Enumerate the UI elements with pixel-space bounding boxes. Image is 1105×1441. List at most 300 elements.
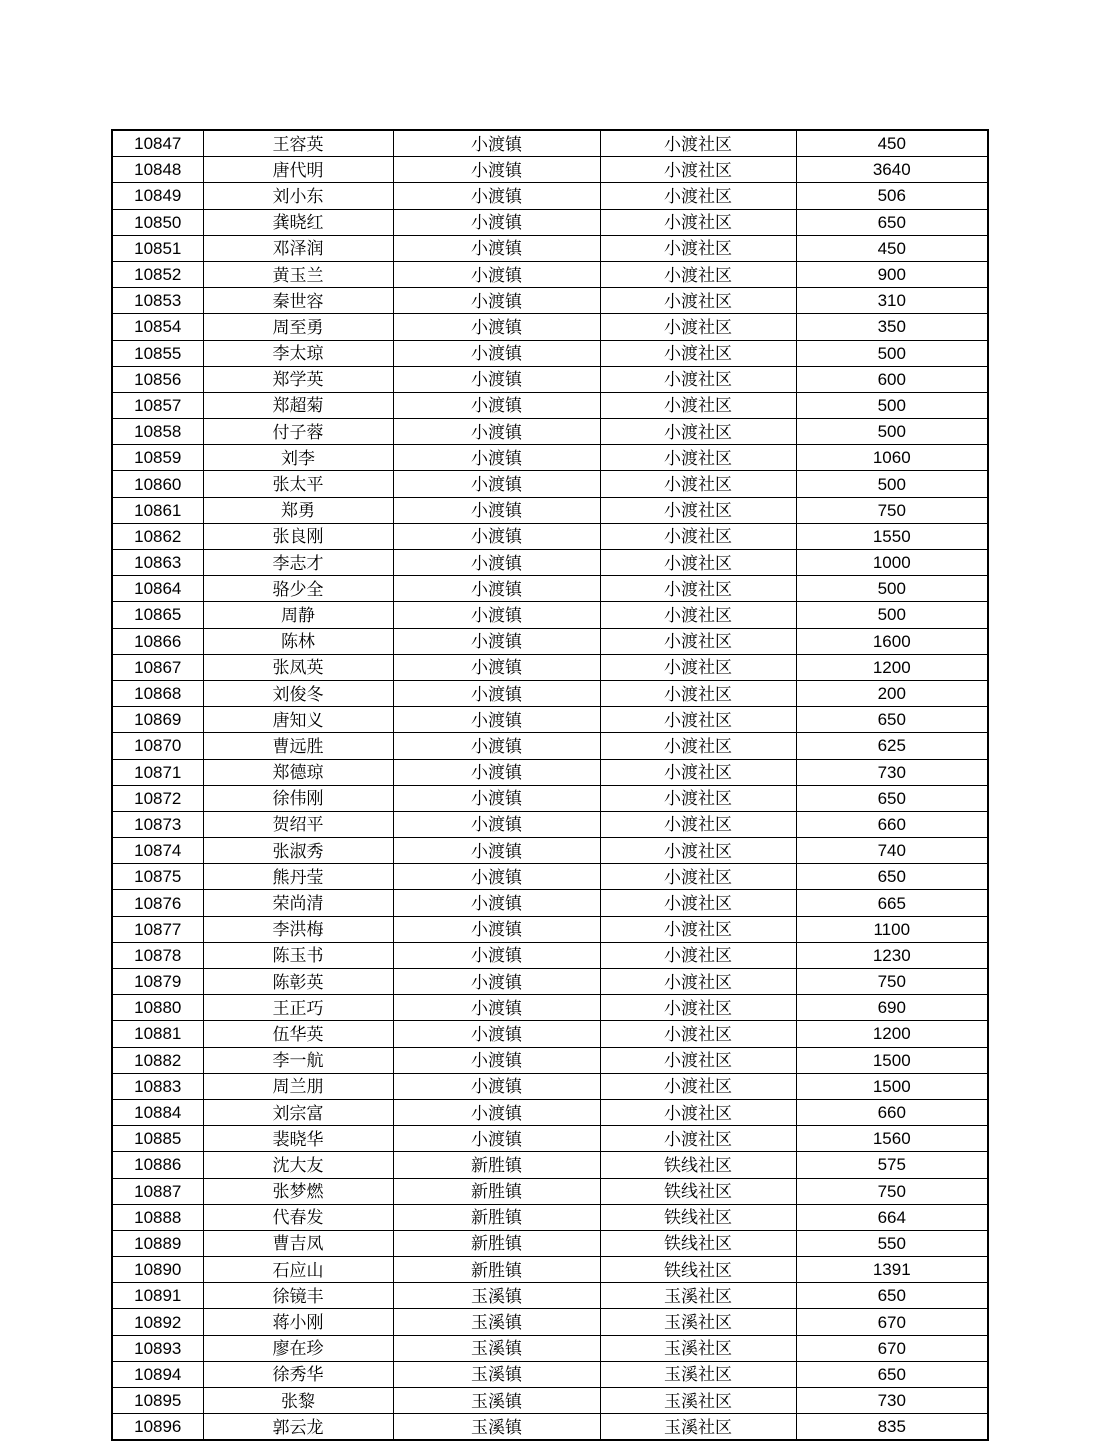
amount-cell: 1600 [796, 628, 988, 654]
id-cell: 10886 [112, 1152, 203, 1178]
name-cell: 骆少全 [203, 576, 393, 602]
town-cell: 小渡镇 [393, 183, 600, 209]
name-cell: 李洪梅 [203, 916, 393, 942]
town-cell: 小渡镇 [393, 811, 600, 837]
community-cell: 小渡社区 [600, 471, 796, 497]
name-cell: 代春发 [203, 1204, 393, 1230]
town-cell: 小渡镇 [393, 707, 600, 733]
amount-cell: 500 [796, 392, 988, 418]
name-cell: 张黎 [203, 1388, 393, 1414]
name-cell: 张良刚 [203, 523, 393, 549]
town-cell: 小渡镇 [393, 785, 600, 811]
id-cell: 10863 [112, 550, 203, 576]
amount-cell: 1500 [796, 1047, 988, 1073]
town-cell: 小渡镇 [393, 942, 600, 968]
town-cell: 小渡镇 [393, 995, 600, 1021]
name-cell: 刘俊冬 [203, 680, 393, 706]
name-cell: 陈林 [203, 628, 393, 654]
community-cell: 小渡社区 [600, 916, 796, 942]
id-cell: 10885 [112, 1126, 203, 1152]
table-row [112, 1047, 988, 1073]
table-row [112, 733, 988, 759]
community-cell: 小渡社区 [600, 314, 796, 340]
town-cell: 小渡镇 [393, 261, 600, 287]
table-row [112, 1257, 988, 1283]
community-cell: 小渡社区 [600, 445, 796, 471]
community-cell: 小渡社区 [600, 497, 796, 523]
community-cell: 小渡社区 [600, 942, 796, 968]
id-cell: 10870 [112, 733, 203, 759]
name-cell: 荣尚清 [203, 890, 393, 916]
name-cell: 伍华英 [203, 1021, 393, 1047]
amount-cell: 1200 [796, 1021, 988, 1047]
id-cell: 10854 [112, 314, 203, 340]
amount-cell: 664 [796, 1204, 988, 1230]
community-cell: 小渡社区 [600, 1021, 796, 1047]
community-cell: 小渡社区 [600, 157, 796, 183]
community-cell: 小渡社区 [600, 550, 796, 576]
amount-cell: 3640 [796, 157, 988, 183]
amount-cell: 660 [796, 1099, 988, 1125]
table-row [112, 576, 988, 602]
table-row [112, 1178, 988, 1204]
town-cell: 小渡镇 [393, 1047, 600, 1073]
table-body [112, 130, 988, 1440]
community-cell: 小渡社区 [600, 785, 796, 811]
community-cell: 小渡社区 [600, 995, 796, 1021]
community-cell: 小渡社区 [600, 654, 796, 680]
community-cell: 小渡社区 [600, 392, 796, 418]
town-cell: 小渡镇 [393, 366, 600, 392]
id-cell: 10853 [112, 288, 203, 314]
table-row [112, 157, 988, 183]
table-row [112, 1361, 988, 1387]
community-cell: 玉溪社区 [600, 1283, 796, 1309]
name-cell: 王容英 [203, 130, 393, 157]
town-cell: 玉溪镇 [393, 1335, 600, 1361]
community-cell: 小渡社区 [600, 707, 796, 733]
id-cell: 10873 [112, 811, 203, 837]
community-cell: 小渡社区 [600, 130, 796, 157]
amount-cell: 835 [796, 1414, 988, 1441]
amount-cell: 350 [796, 314, 988, 340]
amount-cell: 1100 [796, 916, 988, 942]
amount-cell: 670 [796, 1335, 988, 1361]
town-cell: 小渡镇 [393, 916, 600, 942]
town-cell: 小渡镇 [393, 314, 600, 340]
name-cell: 秦世容 [203, 288, 393, 314]
name-cell: 郑勇 [203, 497, 393, 523]
community-cell: 玉溪社区 [600, 1361, 796, 1387]
amount-cell: 1550 [796, 523, 988, 549]
name-cell: 刘小东 [203, 183, 393, 209]
amount-cell: 750 [796, 1178, 988, 1204]
amount-cell: 575 [796, 1152, 988, 1178]
community-cell: 小渡社区 [600, 969, 796, 995]
community-cell: 小渡社区 [600, 890, 796, 916]
town-cell: 新胜镇 [393, 1230, 600, 1256]
table-row [112, 261, 988, 287]
name-cell: 张凤英 [203, 654, 393, 680]
table-row [112, 916, 988, 942]
amount-cell: 550 [796, 1230, 988, 1256]
id-cell: 10862 [112, 523, 203, 549]
name-cell: 王正巧 [203, 995, 393, 1021]
town-cell: 新胜镇 [393, 1152, 600, 1178]
town-cell: 小渡镇 [393, 392, 600, 418]
id-cell: 10868 [112, 680, 203, 706]
id-cell: 10849 [112, 183, 203, 209]
table-row [112, 759, 988, 785]
community-cell: 小渡社区 [600, 733, 796, 759]
table-row [112, 1309, 988, 1335]
amount-cell: 500 [796, 602, 988, 628]
id-cell: 10874 [112, 838, 203, 864]
town-cell: 新胜镇 [393, 1204, 600, 1230]
town-cell: 小渡镇 [393, 864, 600, 890]
table-row [112, 1021, 988, 1047]
community-cell: 铁线社区 [600, 1178, 796, 1204]
amount-cell: 310 [796, 288, 988, 314]
town-cell: 玉溪镇 [393, 1414, 600, 1441]
table-row [112, 1152, 988, 1178]
table-row [112, 1099, 988, 1125]
table-row [112, 1414, 988, 1441]
town-cell: 小渡镇 [393, 1073, 600, 1099]
community-cell: 小渡社区 [600, 1099, 796, 1125]
id-cell: 10878 [112, 942, 203, 968]
name-cell: 郑学英 [203, 366, 393, 392]
amount-cell: 740 [796, 838, 988, 864]
name-cell: 沈大友 [203, 1152, 393, 1178]
town-cell: 小渡镇 [393, 1126, 600, 1152]
town-cell: 小渡镇 [393, 759, 600, 785]
name-cell: 贺绍平 [203, 811, 393, 837]
town-cell: 小渡镇 [393, 654, 600, 680]
table-row [112, 680, 988, 706]
amount-cell: 625 [796, 733, 988, 759]
amount-cell: 1000 [796, 550, 988, 576]
id-cell: 10880 [112, 995, 203, 1021]
community-cell: 小渡社区 [600, 209, 796, 235]
id-cell: 10866 [112, 628, 203, 654]
community-cell: 小渡社区 [600, 419, 796, 445]
table-row [112, 392, 988, 418]
id-cell: 10848 [112, 157, 203, 183]
id-cell: 10858 [112, 419, 203, 445]
amount-cell: 1200 [796, 654, 988, 680]
table-row [112, 550, 988, 576]
amount-cell: 500 [796, 419, 988, 445]
town-cell: 小渡镇 [393, 680, 600, 706]
amount-cell: 730 [796, 759, 988, 785]
community-cell: 小渡社区 [600, 261, 796, 287]
id-cell: 10894 [112, 1361, 203, 1387]
table-row [112, 183, 988, 209]
community-cell: 小渡社区 [600, 366, 796, 392]
community-cell: 小渡社区 [600, 1126, 796, 1152]
table-row [112, 1073, 988, 1099]
amount-cell: 650 [796, 209, 988, 235]
id-cell: 10864 [112, 576, 203, 602]
name-cell: 张淑秀 [203, 838, 393, 864]
community-cell: 小渡社区 [600, 628, 796, 654]
amount-cell: 650 [796, 1361, 988, 1387]
amount-cell: 660 [796, 811, 988, 837]
town-cell: 小渡镇 [393, 1099, 600, 1125]
town-cell: 小渡镇 [393, 628, 600, 654]
name-cell: 石应山 [203, 1257, 393, 1283]
town-cell: 小渡镇 [393, 890, 600, 916]
name-cell: 刘李 [203, 445, 393, 471]
town-cell: 玉溪镇 [393, 1283, 600, 1309]
table-row [112, 1230, 988, 1256]
id-cell: 10882 [112, 1047, 203, 1073]
town-cell: 小渡镇 [393, 288, 600, 314]
town-cell: 小渡镇 [393, 602, 600, 628]
name-cell: 熊丹莹 [203, 864, 393, 890]
id-cell: 10850 [112, 209, 203, 235]
table-row [112, 314, 988, 340]
amount-cell: 600 [796, 366, 988, 392]
amount-cell: 750 [796, 969, 988, 995]
id-cell: 10865 [112, 602, 203, 628]
id-cell: 10856 [112, 366, 203, 392]
amount-cell: 1230 [796, 942, 988, 968]
community-cell: 小渡社区 [600, 183, 796, 209]
table-row [112, 209, 988, 235]
id-cell: 10857 [112, 392, 203, 418]
community-cell: 小渡社区 [600, 523, 796, 549]
name-cell: 周至勇 [203, 314, 393, 340]
town-cell: 玉溪镇 [393, 1361, 600, 1387]
id-cell: 10888 [112, 1204, 203, 1230]
amount-cell: 730 [796, 1388, 988, 1414]
name-cell: 张梦燃 [203, 1178, 393, 1204]
town-cell: 小渡镇 [393, 445, 600, 471]
name-cell: 徐伟刚 [203, 785, 393, 811]
amount-cell: 1391 [796, 1257, 988, 1283]
amount-cell: 200 [796, 680, 988, 706]
id-cell: 10851 [112, 235, 203, 261]
table-row [112, 890, 988, 916]
table-row [112, 1283, 988, 1309]
table-row [112, 419, 988, 445]
table-row [112, 1204, 988, 1230]
community-cell: 小渡社区 [600, 759, 796, 785]
name-cell: 徐镜丰 [203, 1283, 393, 1309]
id-cell: 10860 [112, 471, 203, 497]
amount-cell: 500 [796, 576, 988, 602]
id-cell: 10895 [112, 1388, 203, 1414]
table-row [112, 1126, 988, 1152]
table-row [112, 654, 988, 680]
community-cell: 玉溪社区 [600, 1388, 796, 1414]
id-cell: 10879 [112, 969, 203, 995]
table-row [112, 995, 988, 1021]
amount-cell: 690 [796, 995, 988, 1021]
town-cell: 小渡镇 [393, 550, 600, 576]
table-row [112, 288, 988, 314]
table-row [112, 366, 988, 392]
amount-cell: 500 [796, 340, 988, 366]
town-cell: 小渡镇 [393, 838, 600, 864]
amount-cell: 450 [796, 235, 988, 261]
amount-cell: 500 [796, 471, 988, 497]
community-cell: 铁线社区 [600, 1152, 796, 1178]
amount-cell: 650 [796, 864, 988, 890]
id-cell: 10876 [112, 890, 203, 916]
table-row [112, 838, 988, 864]
id-cell: 10891 [112, 1283, 203, 1309]
table-row [112, 628, 988, 654]
id-cell: 10877 [112, 916, 203, 942]
id-cell: 10872 [112, 785, 203, 811]
table-row [112, 471, 988, 497]
name-cell: 徐秀华 [203, 1361, 393, 1387]
community-cell: 小渡社区 [600, 288, 796, 314]
town-cell: 小渡镇 [393, 576, 600, 602]
town-cell: 小渡镇 [393, 523, 600, 549]
id-cell: 10889 [112, 1230, 203, 1256]
community-cell: 玉溪社区 [600, 1414, 796, 1441]
name-cell: 李一航 [203, 1047, 393, 1073]
table-row [112, 1388, 988, 1414]
community-cell: 铁线社区 [600, 1204, 796, 1230]
table-row [112, 707, 988, 733]
community-cell: 铁线社区 [600, 1230, 796, 1256]
id-cell: 10892 [112, 1309, 203, 1335]
name-cell: 黄玉兰 [203, 261, 393, 287]
community-cell: 小渡社区 [600, 340, 796, 366]
name-cell: 裴晓华 [203, 1126, 393, 1152]
town-cell: 小渡镇 [393, 969, 600, 995]
name-cell: 廖在珍 [203, 1335, 393, 1361]
name-cell: 周静 [203, 602, 393, 628]
name-cell: 陈玉书 [203, 942, 393, 968]
name-cell: 唐知义 [203, 707, 393, 733]
community-cell: 小渡社区 [600, 602, 796, 628]
id-cell: 10881 [112, 1021, 203, 1047]
town-cell: 小渡镇 [393, 419, 600, 445]
id-cell: 10869 [112, 707, 203, 733]
table-row [112, 497, 988, 523]
name-cell: 郭云龙 [203, 1414, 393, 1441]
amount-cell: 650 [796, 785, 988, 811]
community-cell: 小渡社区 [600, 576, 796, 602]
amount-cell: 750 [796, 497, 988, 523]
town-cell: 小渡镇 [393, 235, 600, 261]
town-cell: 小渡镇 [393, 497, 600, 523]
community-cell: 小渡社区 [600, 838, 796, 864]
amount-cell: 900 [796, 261, 988, 287]
amount-cell: 670 [796, 1309, 988, 1335]
id-cell: 10883 [112, 1073, 203, 1099]
amount-cell: 665 [796, 890, 988, 916]
town-cell: 小渡镇 [393, 130, 600, 157]
id-cell: 10884 [112, 1099, 203, 1125]
id-cell: 10852 [112, 261, 203, 287]
id-cell: 10867 [112, 654, 203, 680]
amount-cell: 506 [796, 183, 988, 209]
name-cell: 付子蓉 [203, 419, 393, 445]
table-row [112, 942, 988, 968]
name-cell: 郑超菊 [203, 392, 393, 418]
community-cell: 小渡社区 [600, 1073, 796, 1099]
town-cell: 玉溪镇 [393, 1309, 600, 1335]
town-cell: 小渡镇 [393, 340, 600, 366]
table-row [112, 785, 988, 811]
table-row [112, 445, 988, 471]
id-cell: 10859 [112, 445, 203, 471]
id-cell: 10887 [112, 1178, 203, 1204]
town-cell: 小渡镇 [393, 471, 600, 497]
name-cell: 曹远胜 [203, 733, 393, 759]
name-cell: 刘宗富 [203, 1099, 393, 1125]
name-cell: 李太琼 [203, 340, 393, 366]
town-cell: 玉溪镇 [393, 1388, 600, 1414]
table-row [112, 602, 988, 628]
amount-cell: 650 [796, 707, 988, 733]
name-cell: 周兰朋 [203, 1073, 393, 1099]
table-row [112, 1335, 988, 1361]
community-cell: 小渡社区 [600, 864, 796, 890]
name-cell: 邓泽润 [203, 235, 393, 261]
table-row [112, 340, 988, 366]
amount-cell: 1060 [796, 445, 988, 471]
id-cell: 10875 [112, 864, 203, 890]
id-cell: 10893 [112, 1335, 203, 1361]
town-cell: 小渡镇 [393, 209, 600, 235]
table-row [112, 864, 988, 890]
town-cell: 小渡镇 [393, 1021, 600, 1047]
town-cell: 小渡镇 [393, 733, 600, 759]
community-cell: 小渡社区 [600, 1047, 796, 1073]
table-row [112, 130, 988, 157]
amount-cell: 1500 [796, 1073, 988, 1099]
community-cell: 铁线社区 [600, 1257, 796, 1283]
table-row [112, 969, 988, 995]
name-cell: 蒋小刚 [203, 1309, 393, 1335]
name-cell: 唐代明 [203, 157, 393, 183]
town-cell: 新胜镇 [393, 1257, 600, 1283]
id-cell: 10861 [112, 497, 203, 523]
id-cell: 10890 [112, 1257, 203, 1283]
community-cell: 小渡社区 [600, 680, 796, 706]
name-cell: 郑德琼 [203, 759, 393, 785]
town-cell: 小渡镇 [393, 157, 600, 183]
name-cell: 曹吉凤 [203, 1230, 393, 1256]
name-cell: 张太平 [203, 471, 393, 497]
amount-cell: 650 [796, 1283, 988, 1309]
name-cell: 李志才 [203, 550, 393, 576]
community-cell: 玉溪社区 [600, 1309, 796, 1335]
table-row [112, 811, 988, 837]
table-row [112, 523, 988, 549]
name-cell: 陈彰英 [203, 969, 393, 995]
community-cell: 小渡社区 [600, 811, 796, 837]
community-cell: 小渡社区 [600, 235, 796, 261]
id-cell: 10871 [112, 759, 203, 785]
id-cell: 10896 [112, 1414, 203, 1441]
id-cell: 10855 [112, 340, 203, 366]
town-cell: 新胜镇 [393, 1178, 600, 1204]
community-cell: 玉溪社区 [600, 1335, 796, 1361]
id-cell: 10847 [112, 130, 203, 157]
name-cell: 龚晓红 [203, 209, 393, 235]
table-row [112, 235, 988, 261]
amount-cell: 450 [796, 130, 988, 157]
